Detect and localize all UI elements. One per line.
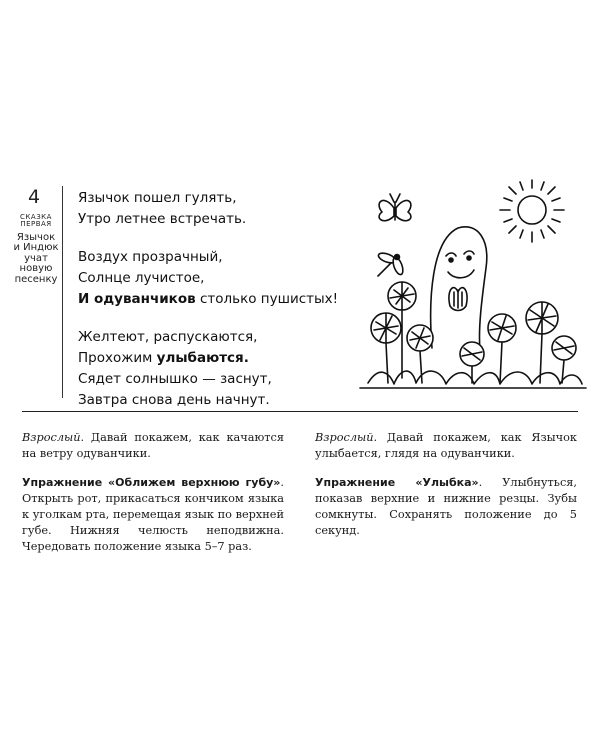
poem-stanza-3 <box>78 327 348 411</box>
chapter-kicker-1: СКАЗКА <box>20 213 52 221</box>
right-instructions <box>315 430 577 552</box>
chapter-title-4: новую <box>19 263 53 275</box>
poem-line: Утро летнее встречать. <box>78 211 247 227</box>
poem-line: Сядет солнышко — заснут, <box>78 371 272 387</box>
adult-remark-text: . Давай покажем, как качаются на ветру одуванчики. <box>22 431 284 460</box>
side-divider <box>62 186 63 398</box>
sun-icon <box>500 180 564 242</box>
poem <box>78 188 348 428</box>
butterfly-icon <box>379 194 411 221</box>
exercise-name: Упражнение «Улыбка» <box>315 476 479 489</box>
speaker-label: Взрослый <box>22 431 81 444</box>
poem-line <box>78 289 348 310</box>
chapter-title-1: Язычок <box>16 231 56 243</box>
exercise-right <box>315 475 577 539</box>
poem-line-start: Прохожим <box>78 350 157 366</box>
poem-line-rest: столько пушистых! <box>195 291 339 307</box>
poem-stanza-2 <box>78 247 348 310</box>
poem-stanza-1 <box>78 188 348 230</box>
section-divider <box>22 411 578 412</box>
exercise-name: Упражнение «Оближем верхнюю губу» <box>22 476 281 489</box>
poem-line: Солнце лучистое, <box>78 270 205 286</box>
speaker-label: Взрослый <box>315 431 374 444</box>
poem-line: Завтра снова день начнут. <box>78 392 270 408</box>
exercise-left <box>22 475 284 555</box>
exercise-text: . Улыбнуться, показав верхние и нижние резцы. Зубы сомкнуты. Сохранять положение до 5 секунд. <box>315 476 577 537</box>
dragonfly-icon <box>377 251 405 276</box>
left-instructions <box>22 430 284 568</box>
poem-line: Желтеют, распускаются, <box>78 329 258 345</box>
adult-remark-text: . Давай покажем, как Язычок улыбается, глядя на одуванчики. <box>315 431 577 460</box>
poem-bold-word: улыбаются. <box>156 350 249 366</box>
poem-line: Язычок пошел гулять, <box>78 190 237 206</box>
chapter-side-note <box>10 214 62 285</box>
chapter-title-3: учат <box>24 252 48 264</box>
chapter-title-5: песенку <box>14 273 58 285</box>
tongue-character <box>431 227 487 350</box>
exercise-text: . Открыть рот, прикасаться кончиком языка к уголкам рта, перемещая язык по верхней губе. Нижняя челюсть неподвижна. Чередовать положение языка 5–7 раз. <box>22 476 284 553</box>
poem-line <box>78 348 348 369</box>
poem-bold-word: И одуванчиков <box>78 291 196 307</box>
page-number: 4 <box>28 186 41 208</box>
adult-remark-right <box>315 430 577 462</box>
tongue-dandelions-sun-illustration <box>350 178 590 403</box>
poem-line: Воздух прозрачный, <box>78 249 223 265</box>
chapter-title-2: и Индюк <box>13 242 59 254</box>
adult-remark-left <box>22 430 284 462</box>
chapter-kicker-2: ПЕРВАЯ <box>20 220 52 229</box>
